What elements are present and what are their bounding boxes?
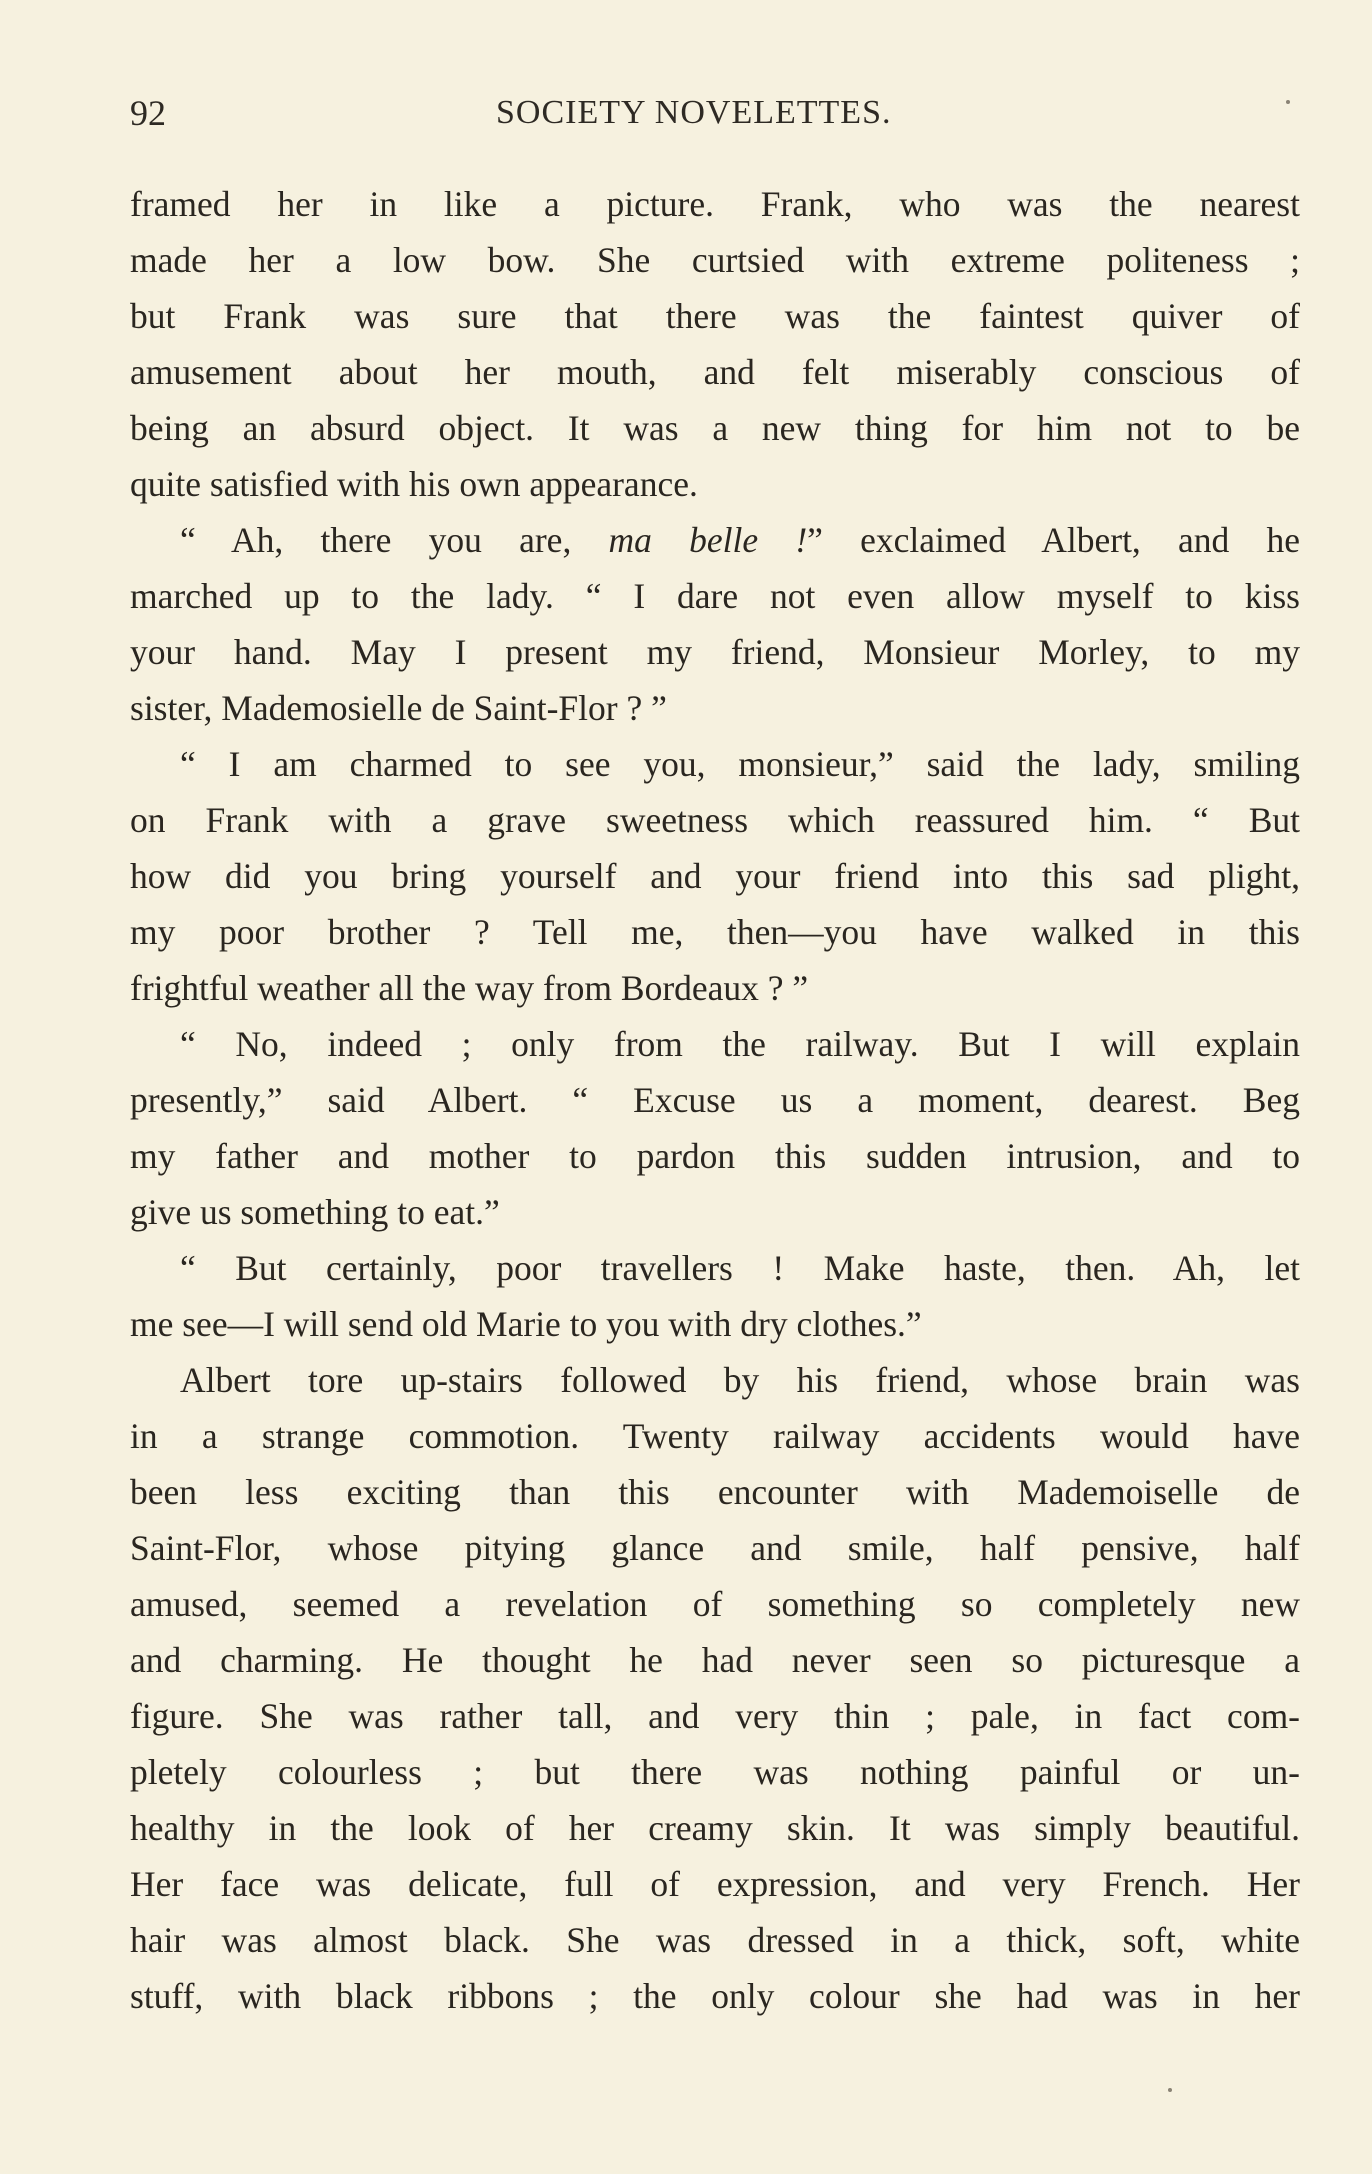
text-line: marched up to the lady. “ I dare not even allow myself to kiss xyxy=(130,576,1300,616)
text-line: my father and mother to pardon this sudden intrusion, and to xyxy=(130,1136,1300,1176)
text-line: and charming. He thought he had never seen so picturesque a xyxy=(130,1640,1300,1680)
text-line: “ But certainly, poor travellers ! Make haste, then. Ah, let xyxy=(180,1248,1300,1288)
text-line: how did you bring yourself and your friend into this sad plight, xyxy=(130,856,1300,896)
text-line: give us something to eat.” xyxy=(130,1192,500,1232)
text-line: healthy in the look of her creamy skin. It was simply beautiful. xyxy=(130,1808,1300,1848)
page-header xyxy=(130,92,1300,142)
text-line: pletely colourless ; but there was nothing painful or un- xyxy=(130,1752,1300,1792)
text-line: Her face was delicate, full of expression, and very French. Her xyxy=(130,1864,1300,1904)
text-segment: ” exclaimed Albert, and he xyxy=(807,520,1300,560)
text-line: amused, seemed a revelation of something so completely new xyxy=(130,1584,1300,1624)
text-line: “ No, indeed ; only from the railway. But I will explain xyxy=(180,1024,1300,1064)
text-line: quite satisfied with his own appearance. xyxy=(130,464,698,504)
text-line: being an absurd object. It was a new thing for him not to be xyxy=(130,408,1300,448)
italic-phrase: ma belle ! xyxy=(608,520,808,560)
print-speck xyxy=(1168,2088,1172,2092)
text-line: in a strange commotion. Twenty railway accidents would have xyxy=(130,1416,1300,1456)
text-line: amusement about her mouth, and felt miserably conscious of xyxy=(130,352,1300,392)
text-line: Albert tore up-stairs followed by his friend, whose brain was xyxy=(180,1360,1300,1400)
text-line: but Frank was sure that there was the faintest quiver of xyxy=(130,296,1300,336)
text-line: me see—I will send old Marie to you with dry clothes.” xyxy=(130,1304,922,1344)
text-line xyxy=(130,512,1300,568)
text-line: been less exciting than this encounter with Mademoiselle de xyxy=(130,1472,1300,1512)
text-line: presently,” said Albert. “ Excuse us a moment, dearest. Beg xyxy=(130,1080,1300,1120)
text-line: my poor brother ? Tell me, then—you have walked in this xyxy=(130,912,1300,952)
text-line: figure. She was rather tall, and very thin ; pale, in fact com- xyxy=(130,1696,1300,1736)
text-line: sister, Mademosielle de Saint-Flor ? ” xyxy=(130,688,667,728)
text-line: hair was almost black. She was dressed in a thick, soft, white xyxy=(130,1920,1300,1960)
running-title: SOCIETY NOVELETTES. xyxy=(496,94,892,131)
text-line: “ I am charmed to see you, monsieur,” said the lady, smiling xyxy=(180,744,1300,784)
text-line: stuff, with black ribbons ; the only colour she had was in her xyxy=(130,1976,1300,2016)
body-text xyxy=(130,176,1300,2024)
text-line: frightful weather all the way from Bordeaux ? ” xyxy=(130,968,809,1008)
text-line: Saint-Flor, whose pitying glance and smile, half pensive, half xyxy=(130,1528,1300,1568)
text-line: made her a low bow. She curtsied with extreme politeness ; xyxy=(130,240,1300,280)
print-speck xyxy=(1286,100,1290,104)
text-segment: “ Ah, there you are, xyxy=(180,520,609,560)
text-line: on Frank with a grave sweetness which reassured him. “ But xyxy=(130,800,1300,840)
page-number: 92 xyxy=(130,93,166,133)
text-line: framed her in like a picture. Frank, who was the nearest xyxy=(130,184,1300,224)
text-line: your hand. May I present my friend, Monsieur Morley, to my xyxy=(130,632,1300,672)
